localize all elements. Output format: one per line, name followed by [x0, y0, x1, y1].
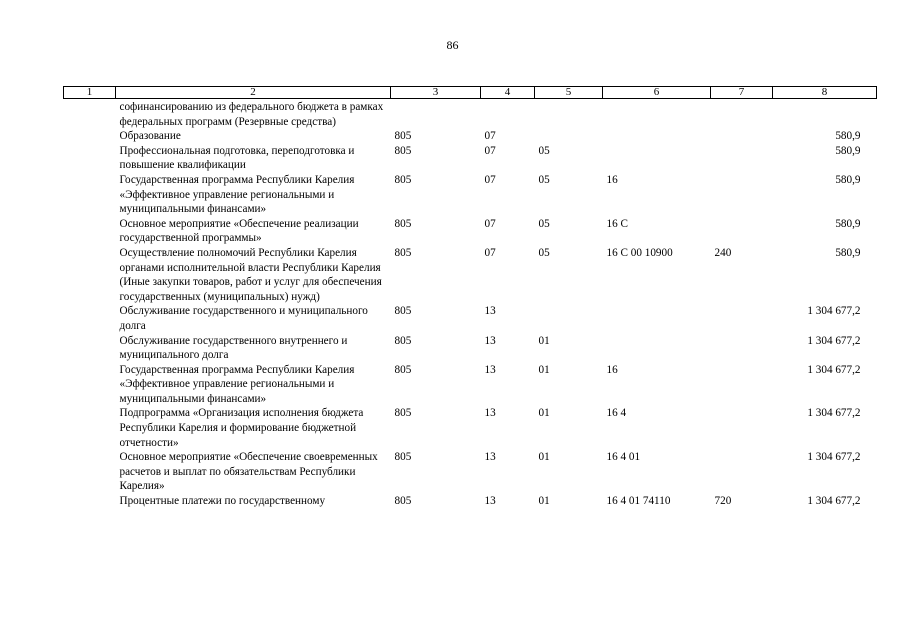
- row-amount: 1 304 677,2: [807, 305, 861, 318]
- row-amount: 1 304 677,2: [807, 451, 861, 464]
- row-ved: 805: [394, 334, 412, 347]
- budget-table: [63, 86, 877, 509]
- table-row: [64, 99, 877, 130]
- column-header-6: 6: [603, 87, 711, 99]
- row-rz: 07: [484, 217, 496, 230]
- row-name: Обслуживание государственного и муниципального долга: [119, 305, 368, 332]
- row-pr: 01: [538, 363, 550, 376]
- row-name: Подпрограмма «Организация исполнения бюджета Республики Карелия и формирование бюджетной отчетности»: [119, 407, 364, 449]
- row-ved: [391, 99, 481, 130]
- row-pr: 01: [538, 334, 550, 347]
- row-csr: [603, 334, 711, 363]
- page-number: 86: [446, 38, 459, 52]
- column-header-5: 5: [535, 87, 603, 99]
- table-row: [64, 334, 877, 363]
- row-amount: 580,9: [835, 217, 861, 230]
- column-header-2: 2: [116, 87, 391, 99]
- table-row: [64, 363, 877, 407]
- row-ved: 805: [394, 305, 412, 318]
- table-row: [64, 304, 877, 333]
- row-pr: 05: [538, 246, 550, 259]
- row-csr: 16 4: [606, 407, 627, 420]
- row-csr: [603, 304, 711, 333]
- row-ved: 805: [394, 495, 412, 508]
- row-csr: 16 С: [606, 217, 628, 230]
- table-row: [64, 450, 877, 494]
- row-rz: 13: [484, 363, 496, 376]
- row-vr: [711, 450, 773, 494]
- row-ved: 805: [394, 144, 412, 157]
- row-rz: 13: [484, 495, 496, 508]
- row-name: Профессиональная подготовка, переподготовка и повышение квалификации: [119, 144, 355, 172]
- row-pr: 01: [538, 495, 550, 508]
- row-vr: [711, 217, 773, 246]
- row-amount: 580,9: [835, 144, 861, 157]
- row-vr: [711, 304, 773, 333]
- row-amount: 1 304 677,2: [807, 334, 861, 347]
- row-name: софинансированию из федерального бюджета в рамках федеральных программ (Резервные средства): [119, 101, 384, 128]
- row-vr: 240: [714, 246, 732, 259]
- table-row: [64, 406, 877, 450]
- row-csr: 16: [606, 363, 618, 376]
- row-rz: 13: [484, 305, 496, 318]
- row-csr: 16: [606, 173, 618, 186]
- row-pr: [535, 129, 603, 144]
- row-vr: [711, 129, 773, 144]
- row-pr: [535, 99, 603, 130]
- row-amount: 1 304 677,2: [807, 495, 861, 508]
- row-csr: 16 4 01: [606, 451, 641, 464]
- row-name: Обслуживание государственного внутреннего и муниципального долга: [119, 334, 348, 362]
- row-ved: 805: [394, 173, 412, 186]
- row-name: Государственная программа Республики Карелия «Эффективное управление региональными и муниципальными финансами»: [119, 363, 355, 405]
- row-rz: 13: [484, 334, 496, 347]
- row-rz: [481, 99, 535, 130]
- row-rz: 13: [484, 407, 496, 420]
- row-amount: 1 304 677,2: [807, 363, 861, 376]
- row-pr: 01: [538, 407, 550, 420]
- row-rz: 13: [484, 451, 496, 464]
- row-vr: [711, 334, 773, 363]
- table-row: [64, 494, 877, 509]
- column-header-7: 7: [711, 87, 773, 99]
- column-header-3: 3: [391, 87, 481, 99]
- row-vr: [711, 144, 773, 173]
- row-vr: [711, 173, 773, 217]
- row-amount: [773, 99, 877, 130]
- row-ved: 805: [394, 130, 412, 143]
- row-name: Осуществление полномочий Республики Карелия органами исполнительной власти Республики Карелия (Иные закупки товаров, работ и услуг для обеспечения государственных (муниципальных) нужд): [119, 246, 382, 303]
- row-vr: 720: [714, 495, 732, 508]
- row-name: Образование: [119, 130, 181, 143]
- row-vr: [711, 363, 773, 407]
- table-row: [64, 217, 877, 246]
- row-amount: 580,9: [835, 173, 861, 186]
- column-number-header-row: [64, 87, 877, 99]
- table-row: [64, 129, 877, 144]
- row-csr: [603, 99, 711, 130]
- row-csr: [603, 144, 711, 173]
- row-name: Основное мероприятие «Обеспечение реализации государственной программы»: [119, 217, 359, 245]
- row-ved: 805: [394, 246, 412, 259]
- row-rz: 07: [484, 130, 496, 143]
- column-header-1: 1: [64, 87, 116, 99]
- row-amount: 1 304 677,2: [807, 407, 861, 420]
- row-pr: 05: [538, 217, 550, 230]
- row-name: Основное мероприятие «Обеспечение своевременных расчетов и выплат по обязательствам Республики Карелия»: [119, 451, 378, 493]
- row-name: Государственная программа Республики Карелия «Эффективное управление региональными и муниципальными финансами»: [119, 173, 355, 216]
- row-ved: 805: [394, 363, 412, 376]
- row-name: Процентные платежи по государственному: [119, 495, 326, 508]
- row-vr: [711, 406, 773, 450]
- row-csr: 16 С 00 10900: [606, 246, 673, 259]
- row-rz: 07: [484, 246, 496, 259]
- row-amount: 580,9: [835, 246, 861, 259]
- row-ved: 805: [394, 217, 412, 230]
- row-ved: 805: [394, 451, 412, 464]
- row-amount: 580,9: [835, 130, 861, 143]
- table-row: [64, 173, 877, 217]
- table-row: [64, 246, 877, 304]
- row-pr: 01: [538, 451, 550, 464]
- row-pr: [535, 304, 603, 333]
- column-header-4: 4: [481, 87, 535, 99]
- row-vr: [711, 99, 773, 130]
- table-row: [64, 144, 877, 173]
- row-rz: 07: [484, 173, 496, 186]
- row-ved: 805: [394, 407, 412, 420]
- row-pr: 05: [538, 173, 550, 186]
- row-pr: 05: [538, 144, 550, 157]
- row-csr: 16 4 01 74110: [606, 495, 671, 508]
- row-csr: [603, 129, 711, 144]
- column-header-8: 8: [773, 87, 877, 99]
- row-rz: 07: [484, 144, 496, 157]
